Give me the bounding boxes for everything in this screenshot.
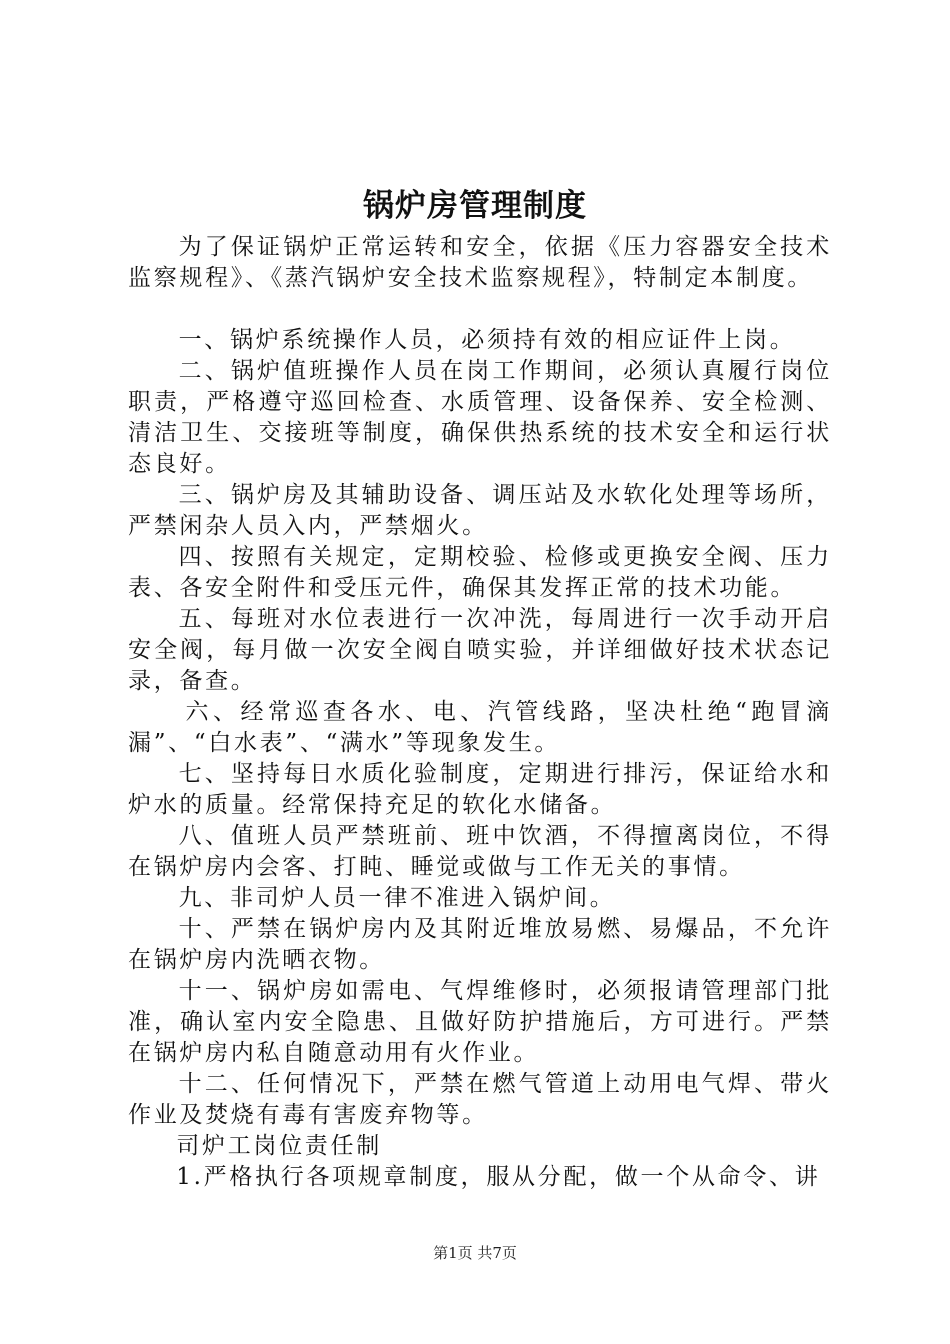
document-title: 锅炉房管理制度 [363,188,587,224]
rule-4-paragraph: 四、按照有关规定，定期校验、检修或更换安全阀、压力表、各安全附件和受压元件，确保其发挥正常的技术功能。 [128,544,832,601]
duty-1-paragraph: 1.严格执行各项规章制度，服从分配，做一个从命令、讲 [176,1164,821,1190]
rule-12-paragraph: 十二、任何情况下，严禁在燃气管道上动用电气焊、带火作业及焚烧有毒有害废弃物等。 [128,1071,832,1128]
intro-paragraph: 为了保证锅炉正常运转和安全，依据《压力容器安全技术监察规程》、《蒸汽锅炉安全技术监察规程》，特制定本制度。 [128,234,832,291]
rule-9-paragraph: 九、非司炉人员一律不准进入锅炉间。 [178,885,616,911]
rule-1-paragraph: 一、锅炉系统操作人员，必须持有效的相应证件上岗。 [178,327,796,353]
rule-10-paragraph: 十、严禁在锅炉房内及其附近堆放易燃、易爆品，不允许在锅炉房内洗晒衣物。 [128,916,832,973]
rule-2-paragraph: 二、锅炉值班操作人员在岗工作期间，必须认真履行岗位职责，严格遵守巡回检查、水质管理、设备保养、安全检测、清洁卫生、交接班等制度，确保供热系统的技术安全和运行状态良好。 [128,358,832,477]
section-heading-stoker-duties: 司炉工岗位责任制 [176,1133,382,1159]
rule-6-paragraph: 六、经常巡查各水、电、汽管线路，坚决杜绝“跑冒滴漏”、“白水表”、“满水”等现象发生。 [128,699,832,756]
rule-5-paragraph: 五、每班对水位表进行一次冲洗，每周进行一次手动开启安全阀，每月做一次安全阀自喷实验，并详细做好技术状态记录，备查。 [128,606,832,694]
page-footer: 第1页 共7页 [433,1244,517,1262]
rule-3-paragraph: 三、锅炉房及其辅助设备、调压站及水软化处理等场所，严禁闲杂人员入内，严禁烟火。 [128,482,832,539]
document-body [128,232,832,1193]
rule-8-paragraph: 八、值班人员严禁班前、班中饮酒，不得擅离岗位，不得在锅炉房内会客、打盹、睡觉或做与工作无关的事情。 [128,823,832,880]
rule-11-paragraph: 十一、锅炉房如需电、气焊维修时，必须报请管理部门批准，确认室内安全隐患、且做好防护措施后，方可进行。严禁在锅炉房内私自随意动用有火作业。 [128,978,832,1066]
rule-7-paragraph: 七、坚持每日水质化验制度，定期进行排污，保证给水和炉水的质量。经常保持充足的软化水储备。 [128,761,832,818]
